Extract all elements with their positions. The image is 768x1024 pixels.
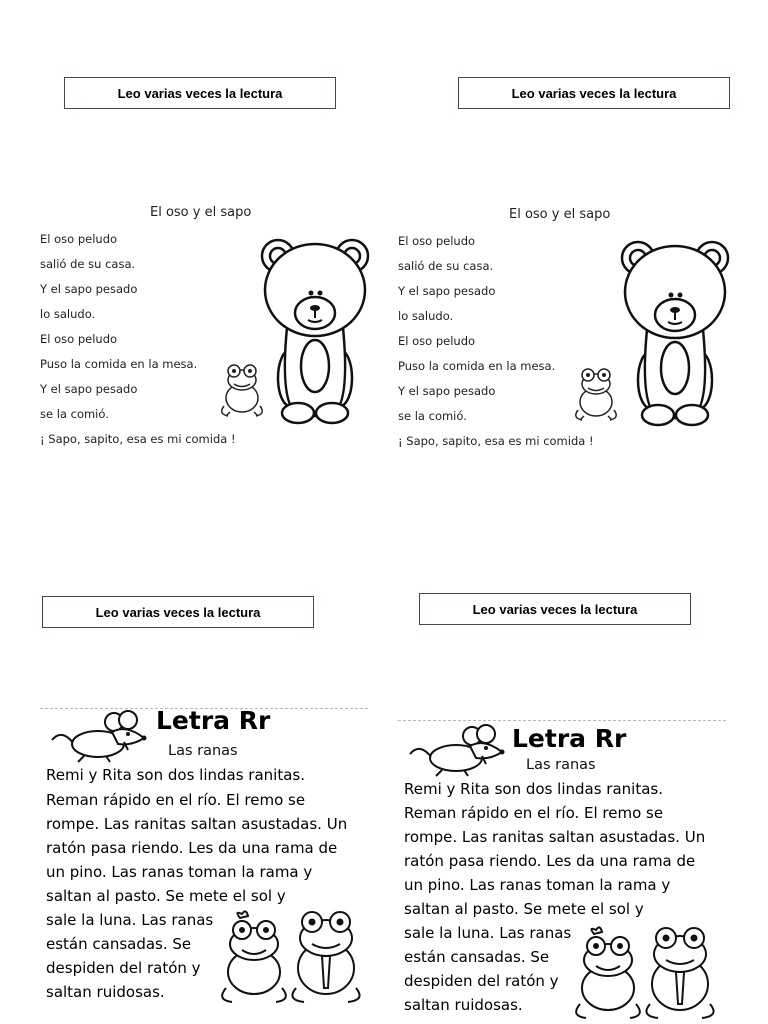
story-line: rompe. Las ranitas saltan asustadas. Un bbox=[404, 828, 706, 846]
instruction-box-bottom-left: Leo varias veces la lectura bbox=[42, 596, 314, 628]
story-subtitle: Las ranas bbox=[526, 757, 596, 773]
story-title: El oso y el sapo bbox=[150, 205, 252, 220]
story-line: Puso la comida en la mesa. bbox=[40, 357, 198, 371]
instruction-box-bottom-right: Leo varias veces la lectura bbox=[419, 593, 691, 625]
story-line: un pino. Las ranas toman la rama y bbox=[46, 863, 313, 881]
frogs-illustration bbox=[212, 908, 368, 1004]
story-title: El oso y el sapo bbox=[509, 207, 611, 222]
story-line: El oso peludo bbox=[40, 232, 118, 246]
frogs-illustration bbox=[566, 924, 722, 1020]
story-line: están cansadas. Se bbox=[404, 948, 550, 966]
bear-illustration bbox=[260, 238, 370, 428]
story-line: están cansadas. Se bbox=[46, 935, 192, 953]
instruction-box-top-left: Leo varias veces la lectura bbox=[64, 77, 336, 109]
frog-illustration bbox=[216, 362, 268, 418]
story-line: El oso peludo bbox=[398, 334, 476, 348]
story-line: Remi y Rita son dos lindas ranitas. bbox=[404, 780, 663, 798]
story-line: El oso peludo bbox=[40, 332, 118, 346]
story-line: ¡ Sapo, sapito, esa es mi comida ! bbox=[398, 434, 594, 448]
story-line: despiden del ratón y bbox=[404, 972, 559, 990]
story-line: saltan al pasto. Se mete el sol y bbox=[46, 887, 286, 905]
story-oso-left bbox=[38, 200, 388, 460]
story-line: Y el sapo pesado bbox=[40, 282, 138, 296]
story-line: Y el sapo pesado bbox=[40, 382, 138, 396]
instruction-box-top-right: Leo varias veces la lectura bbox=[458, 77, 730, 109]
story-line: ¡ Sapo, sapito, esa es mi comida ! bbox=[40, 432, 236, 446]
story-line: lo saludo. bbox=[40, 307, 96, 321]
dashed-divider bbox=[398, 720, 726, 721]
story-line: saltan ruidosas. bbox=[404, 996, 523, 1014]
story-line: saltan al pasto. Se mete el sol y bbox=[404, 900, 644, 918]
letter-heading: Letra Rr bbox=[156, 706, 271, 735]
mouse-illustration bbox=[406, 724, 510, 778]
letter-heading: Letra Rr bbox=[512, 724, 627, 753]
mouse-illustration bbox=[48, 710, 152, 764]
story-line: ratón pasa riendo. Les da una rama de bbox=[46, 839, 338, 857]
story-subtitle: Las ranas bbox=[168, 743, 238, 759]
story-line: se la comió. bbox=[40, 407, 109, 421]
story-line: El oso peludo bbox=[398, 234, 476, 248]
story-line: despiden del ratón y bbox=[46, 959, 201, 977]
story-line: salió de su casa. bbox=[40, 257, 136, 271]
bear-illustration bbox=[620, 240, 730, 430]
story-line: lo saludo. bbox=[398, 309, 454, 323]
story-line: sale la luna. Las ranas bbox=[46, 911, 214, 929]
story-line: saltan ruidosas. bbox=[46, 983, 165, 1001]
story-line: Y el sapo pesado bbox=[398, 384, 496, 398]
story-oso-right bbox=[394, 202, 744, 462]
story-ranas-left bbox=[40, 708, 368, 1008]
story-line: Y el sapo pesado bbox=[398, 284, 496, 298]
story-ranas-right bbox=[398, 720, 726, 1020]
story-line: Reman rápido en el río. El remo se bbox=[404, 804, 664, 822]
story-line: Reman rápido en el río. El remo se bbox=[46, 791, 306, 809]
story-line: salió de su casa. bbox=[398, 259, 494, 273]
frog-illustration bbox=[570, 366, 622, 422]
story-line: Puso la comida en la mesa. bbox=[398, 359, 556, 373]
story-line: un pino. Las ranas toman la rama y bbox=[404, 876, 671, 894]
story-line: rompe. Las ranitas saltan asustadas. Un bbox=[46, 815, 348, 833]
story-line: se la comió. bbox=[398, 409, 467, 423]
story-line: sale la luna. Las ranas bbox=[404, 924, 572, 942]
story-line: ratón pasa riendo. Les da una rama de bbox=[404, 852, 696, 870]
story-line: Remi y Rita son dos lindas ranitas. bbox=[46, 766, 305, 784]
